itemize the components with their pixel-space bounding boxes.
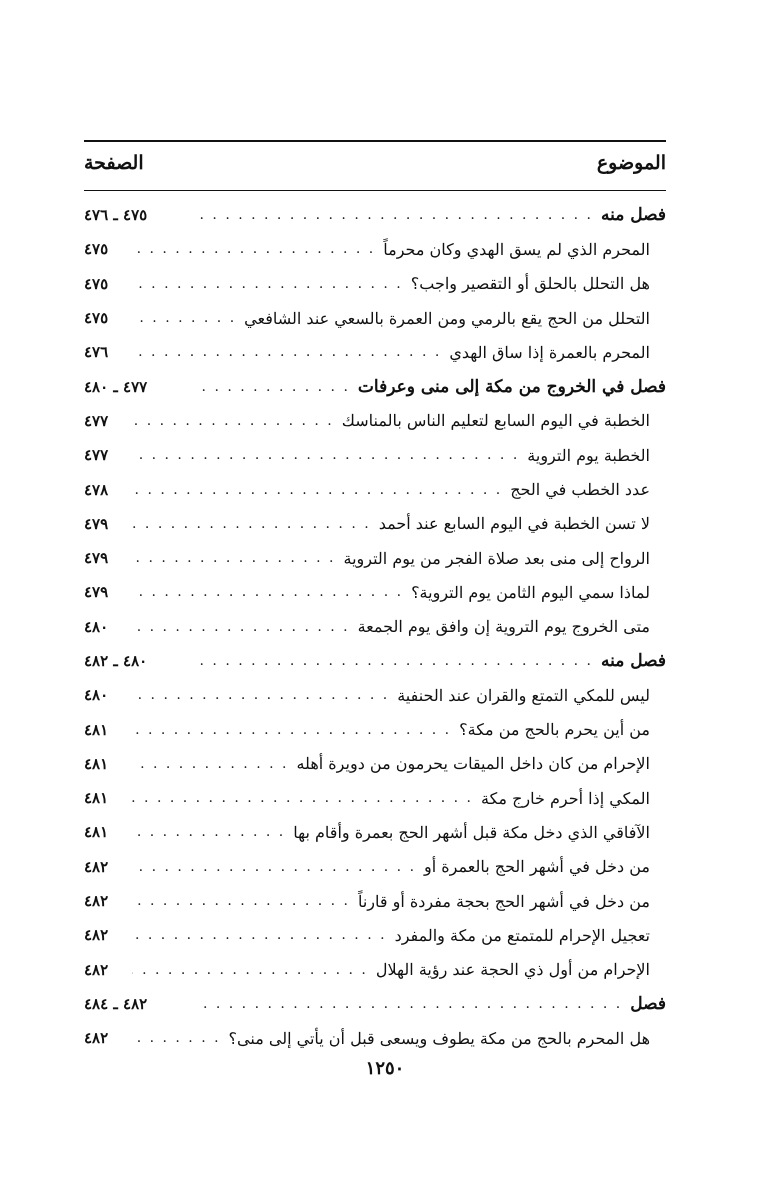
toc-entry-row	[84, 232, 666, 266]
toc-entry-row	[84, 575, 666, 609]
toc-entry-page: ٤٧٥	[84, 240, 109, 259]
dot-leader	[132, 550, 336, 566]
toc-entry-page: ٤٧٧	[84, 411, 109, 430]
toc-entry-title: من دخل في أشهر الحج بحجة مفردة أو قارناً	[357, 891, 650, 911]
toc-entry-title: لماذا سمي اليوم الثامن يوم التروية؟	[411, 582, 650, 602]
toc-entry-page: ٤٧٨	[84, 480, 109, 499]
toc-entry-row	[84, 267, 666, 301]
table-of-contents	[84, 198, 666, 1055]
dot-leader	[132, 276, 403, 292]
toc-entry-row	[84, 1021, 666, 1055]
toc-entry-title: الخطبة في اليوم السابع لتعليم الناس بالمناسك	[341, 411, 650, 431]
toc-entry-page: ٤٧٥	[84, 309, 109, 328]
toc-entry-title: هل المحرم بالحج من مكة يطوف ويسعى قبل أن يأتي إلى منى؟	[228, 1028, 650, 1048]
toc-entry-page: ٤٨١	[84, 823, 109, 842]
toc-entry-title: من دخل في أشهر الحج بالعمرة أو	[424, 857, 650, 877]
topic-column-label: الموضوع	[596, 152, 666, 174]
toc-entry-row	[84, 678, 666, 712]
toc-section-row	[84, 198, 666, 232]
toc-entry-row	[84, 335, 666, 369]
toc-entry-page: ٤٧٧	[84, 446, 109, 465]
dot-leader	[132, 824, 285, 840]
toc-entry-row	[84, 438, 666, 472]
toc-entry-row	[84, 781, 666, 815]
toc-entry-page: ٤٨٢	[84, 857, 109, 876]
toc-entry-title: فصل في الخروج من مكة إلى منى وعرفات	[357, 376, 666, 397]
toc-entry-page: ٤٧٩	[84, 583, 109, 602]
header-bottom-rule	[84, 190, 666, 191]
toc-entry-page: ٤٨١	[84, 789, 109, 808]
dot-leader	[132, 516, 371, 532]
toc-entry-page: ٤٨٢	[84, 960, 109, 979]
toc-entry-title: المحرم الذي لم يسق الهدي وكان محرماً	[383, 239, 650, 259]
toc-entry-title: فصل منه	[600, 205, 666, 226]
dot-leader	[132, 619, 350, 635]
toc-entry-row	[84, 815, 666, 849]
page-column-label: الصفحة	[84, 152, 144, 174]
toc-entry-page: ٤٨١	[84, 720, 109, 739]
toc-entry-page: ٤٨٠ ـ ٤٨٢	[84, 652, 148, 670]
dot-leader	[132, 413, 334, 429]
toc-entry-row	[84, 610, 666, 644]
page-number: ١٢٥٠	[365, 1058, 405, 1079]
dot-leader	[132, 310, 236, 326]
toc-entry-title: الآفاقي الذي دخل مكة قبل أشهر الحج بعمرة وأقام بها	[293, 822, 650, 842]
toc-entry-row	[84, 747, 666, 781]
dot-leader	[132, 722, 451, 738]
dot-leader	[196, 379, 350, 395]
toc-entry-page: ٤٧٥ ـ ٤٧٦	[84, 206, 148, 225]
toc-entry-page: ٤٨٢	[84, 892, 109, 911]
toc-entry-row	[84, 918, 666, 952]
toc-entry-page: ٤٨٠	[84, 617, 109, 636]
dot-leader	[132, 687, 389, 703]
toc-section-row	[84, 987, 666, 1021]
toc-entry-page: ٤٧٩	[84, 514, 109, 533]
toc-entry-title: فصل منه	[600, 651, 666, 671]
toc-entry-page: ٤٧٦	[84, 343, 109, 362]
toc-entry-row	[84, 850, 666, 884]
dot-leader	[196, 653, 593, 669]
dot-leader	[132, 241, 375, 257]
toc-entry-title: عدد الخطب في الحج	[510, 480, 650, 500]
toc-entry-title: متى الخروج يوم التروية إن وافق يوم الجمعة	[357, 617, 650, 637]
dot-leader	[132, 756, 288, 772]
toc-section-row	[84, 369, 666, 403]
table-header	[84, 148, 666, 182]
dot-leader	[132, 447, 519, 463]
dot-leader	[132, 790, 473, 806]
toc-entry-title: فصل	[630, 993, 666, 1014]
toc-section-row	[84, 644, 666, 678]
toc-entry-title: تعجيل الإحرام للمتمتع من مكة والمفرد	[394, 925, 650, 945]
dot-leader	[132, 584, 403, 600]
toc-entry-row	[84, 404, 666, 438]
toc-entry-page: ٤٨٢	[84, 1029, 109, 1048]
toc-entry-page: ٤٧٥	[84, 274, 109, 293]
toc-entry-title: المحرم بالعمرة إذا ساق الهدي	[449, 342, 650, 362]
toc-entry-page: ٤٨١	[84, 754, 109, 773]
toc-entry-row	[84, 712, 666, 746]
toc-entry-title: لا تسن الخطبة في اليوم السابع عند أحمد	[378, 514, 650, 534]
toc-entry-title: هل التحلل بالحلق أو التقصير واجب؟	[410, 274, 650, 294]
dot-leader	[132, 893, 350, 909]
toc-entry-title: الإحرام من أول ذي الحجة عند رؤية الهلال	[375, 960, 650, 980]
toc-entry-title: الإحرام من كان داخل الميقات يحرمون من دويرة أهله	[296, 754, 650, 774]
toc-entry-row	[84, 953, 666, 987]
toc-entry-title: ليس للمكي التمتع والقران عند الحنفية	[397, 685, 650, 705]
toc-entry-row	[84, 884, 666, 918]
toc-entry-row	[84, 507, 666, 541]
toc-entry-title: الخطبة يوم التروية	[527, 445, 650, 465]
toc-entry-page: ٤٨٠	[84, 686, 109, 705]
dot-leader	[196, 207, 593, 223]
dot-leader	[132, 962, 368, 978]
dot-leader	[196, 996, 622, 1012]
toc-entry-title: المكي إذا أحرم خارج مكة	[481, 788, 650, 808]
toc-entry-page: ٤٨٢	[84, 926, 109, 945]
toc-entry-page: ٤٨٢ ـ ٤٨٤	[84, 994, 148, 1013]
dot-leader	[132, 482, 502, 498]
dot-leader	[132, 927, 387, 943]
dot-leader	[132, 859, 416, 875]
header-top-rule	[84, 140, 666, 142]
toc-entry-title: من أين يحرم بالحج من مكة؟	[459, 720, 650, 740]
toc-entry-row	[84, 541, 666, 575]
dot-leader	[132, 1030, 221, 1046]
toc-entry-row	[84, 301, 666, 335]
toc-entry-page: ٤٧٩	[84, 549, 109, 568]
toc-entry-title: الرواح إلى منى بعد صلاة الفجر من يوم التروية	[343, 548, 650, 568]
toc-entry-page: ٤٧٧ ـ ٤٨٠	[84, 377, 148, 396]
toc-entry-row	[84, 472, 666, 506]
dot-leader	[132, 344, 441, 360]
toc-entry-title: التحلل من الحج يقع بالرمي ومن العمرة بالسعي عند الشافعي	[244, 308, 650, 328]
